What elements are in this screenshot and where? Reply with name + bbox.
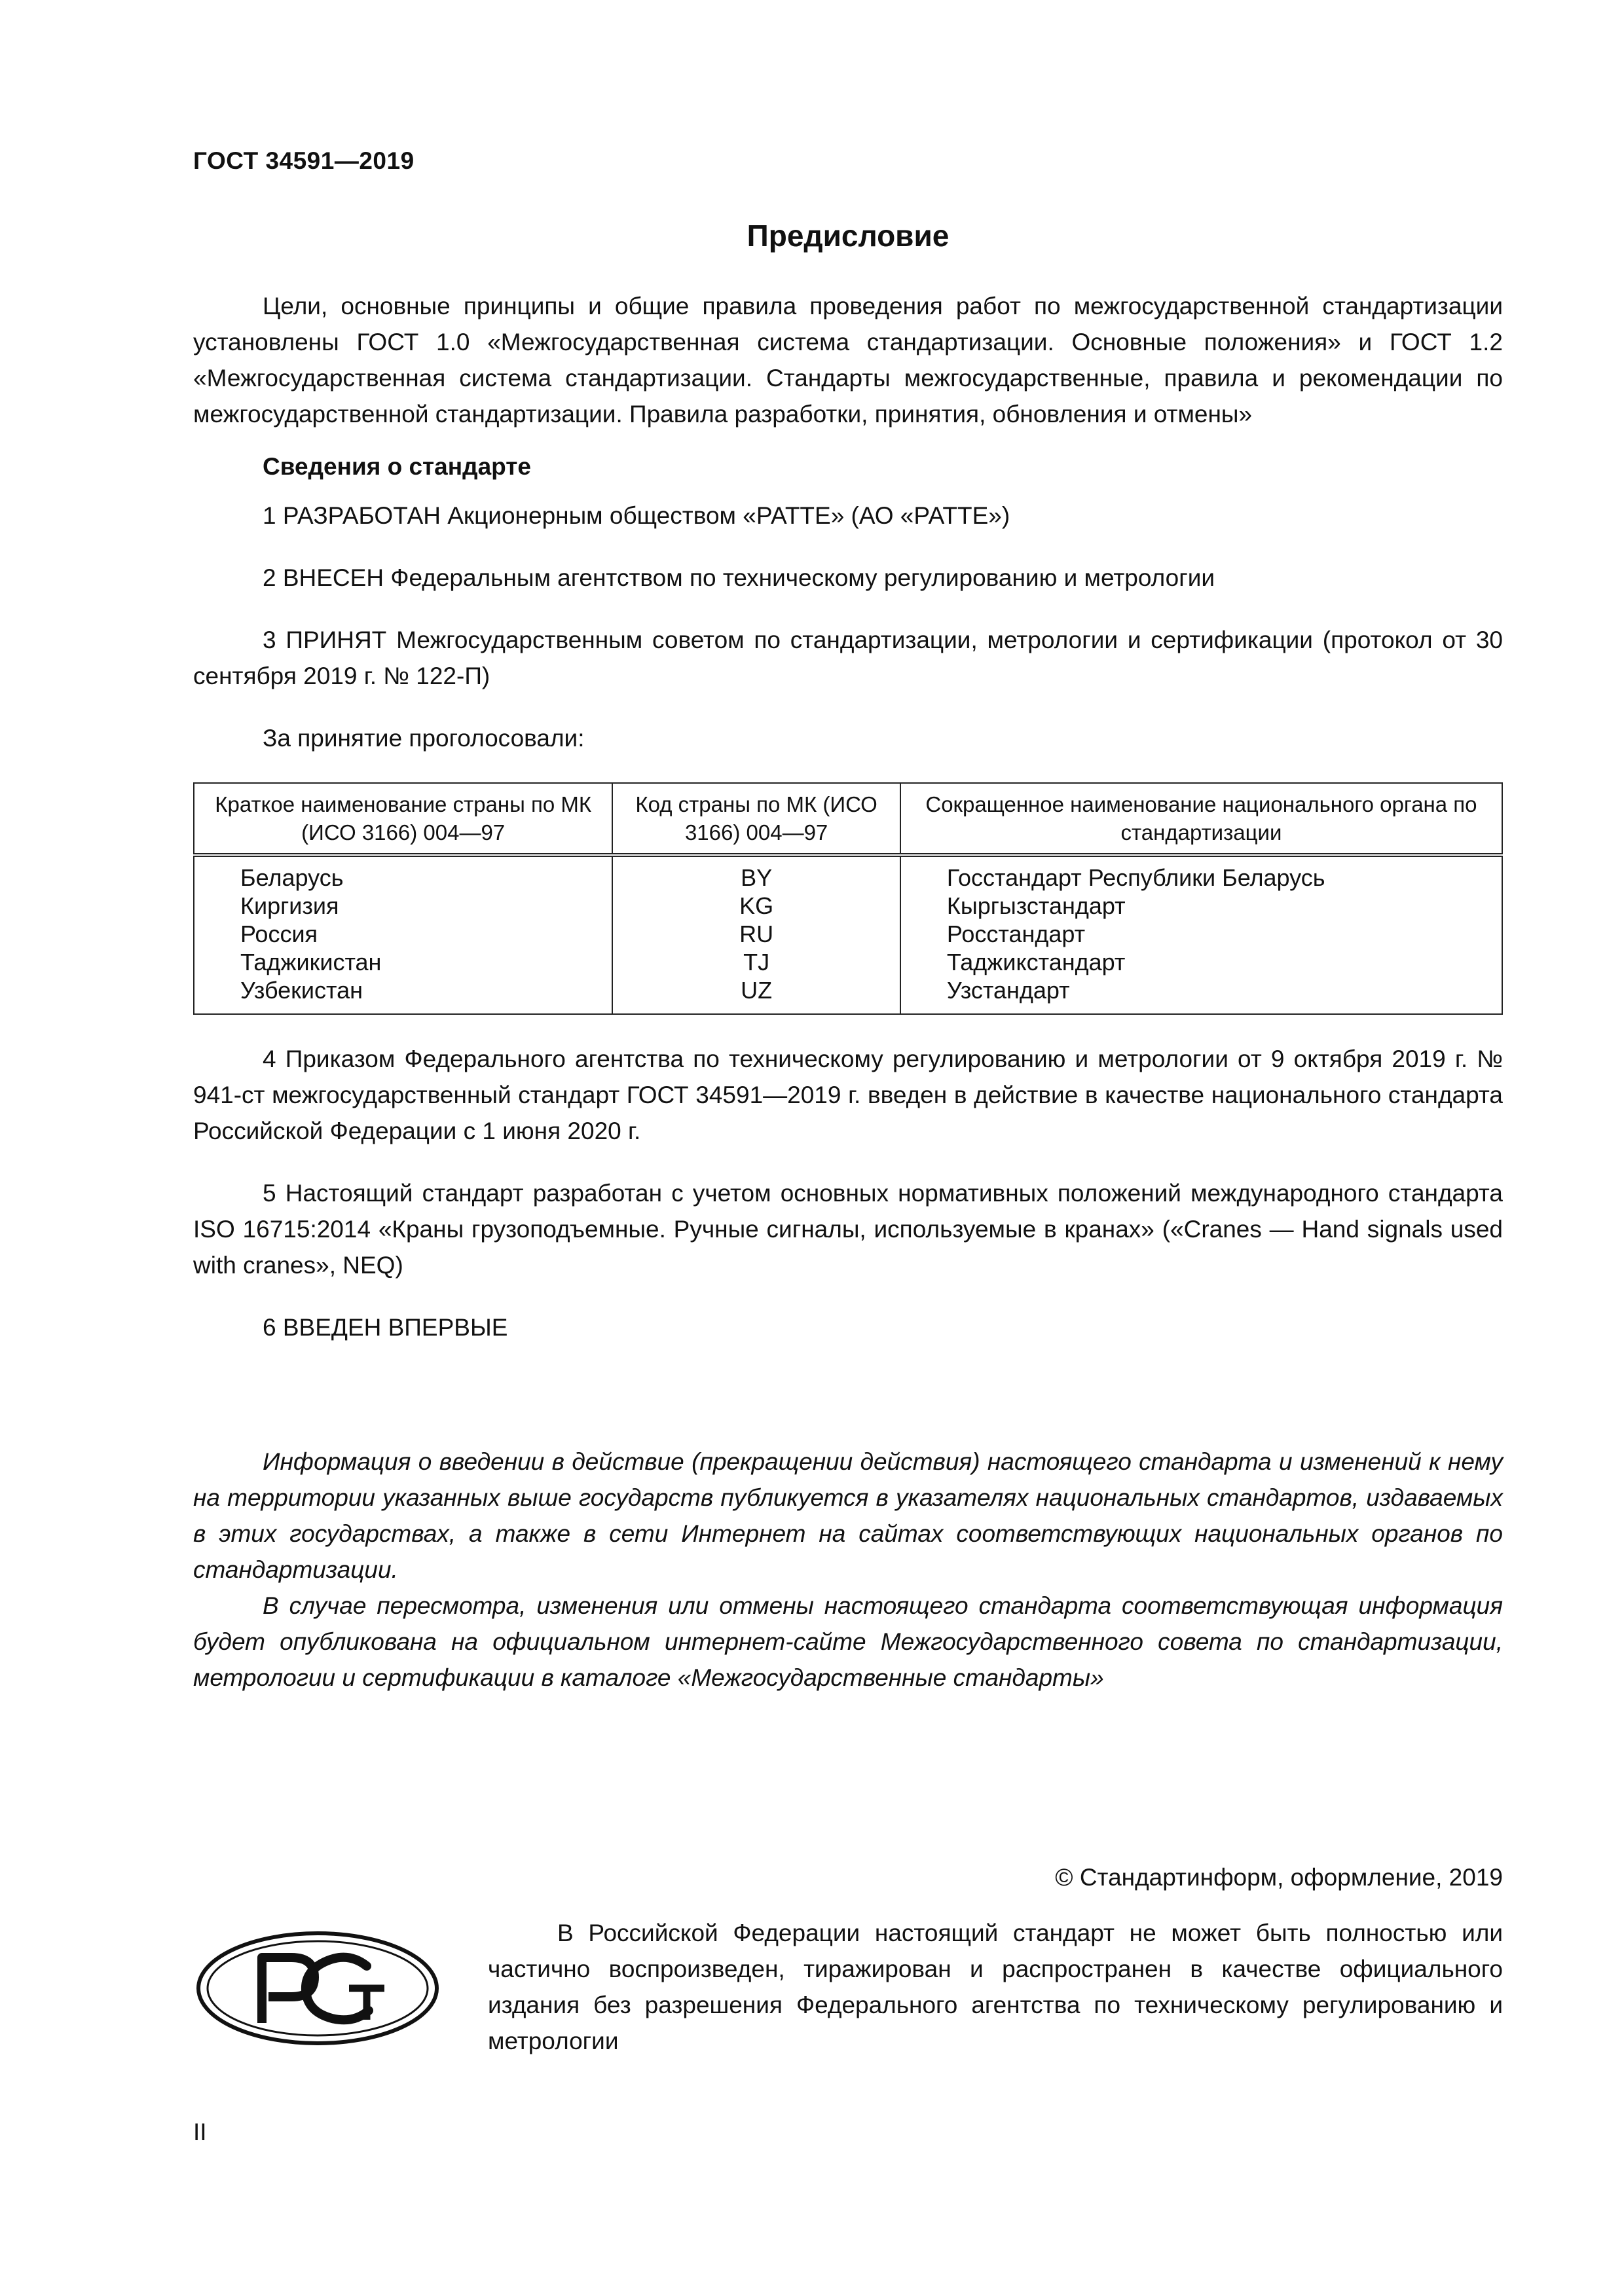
table-row	[194, 976, 1502, 1014]
page-number: II	[193, 2119, 207, 2145]
table-cell-code: UZ	[612, 976, 900, 1014]
item-4: 4 Приказом Федерального агентства по техническому регулированию и метрологии от 9 октября 2019 г. № 941-ст межгосударственный стандарт ГОСТ 34591—2019 г. введен в действие в качестве национального стандарта Российской Федерации с 1 июня 2020 г.	[193, 1046, 1503, 1144]
table-cell-code: BY	[612, 855, 900, 892]
table-cell-body: Таджикстандарт	[900, 948, 1502, 976]
table-header-body: Сокращенное наименование национального органа по стандартизации	[900, 783, 1502, 855]
table-cell-country: Таджикистан	[194, 948, 612, 976]
reproduction-notice-text: В Российской Федерации настоящий стандарт не может быть полностью или частично воспроизведен, тиражирован и распространен в качестве официального издания без разрешения Федерального агентства по техническому регулированию и метрологии	[488, 1920, 1503, 2054]
table-row	[194, 892, 1502, 920]
table-row	[194, 948, 1502, 976]
page-title: Предисловие	[747, 219, 950, 253]
table-header-country: Краткое наименование страны по МК (ИСО 3166) 004—97	[194, 783, 612, 855]
info-paragraph-1: Информация о введении в действие (прекращении действия) настоящего стандарта и изменений к нему на территории указанных выше государств публикуется в указателях национальных стандартов, издаваемых в этих государствах, а также в сети Интернет на сайтах соответствующих национальных органов по стандартизации.	[193, 1448, 1503, 1583]
table-cell-code: RU	[612, 920, 900, 948]
document-header: ГОСТ 34591—2019	[193, 147, 415, 174]
table-cell-code: TJ	[612, 948, 900, 976]
table-cell-body: Кыргызстандарт	[900, 892, 1502, 920]
table-cell-country: Россия	[194, 920, 612, 948]
table-header-code: Код страны по МК (ИСО 3166) 004—97	[612, 783, 900, 855]
table-cell-body: Госстандарт Республики Беларусь	[900, 855, 1502, 892]
info-paragraph-2: В случае пересмотра, изменения или отмены настоящего стандарта соответствующая информация будет опубликована на официальном интернет-сайте Межгосударственного совета по стандартизации, метрологии и сертификации в каталоге «Межгосударственные стандарты»	[193, 1592, 1503, 1691]
table-cell-body: Узстандарт	[900, 976, 1502, 1014]
table-header-row	[194, 783, 1502, 855]
item-3: 3 ПРИНЯТ Межгосударственным советом по стандартизации, метрологии и сертификации (протокол от 30 сентября 2019 г. № 122-П)	[193, 627, 1503, 689]
item-5: 5 Настоящий стандарт разработан с учетом основных нормативных положений международного стандарта ISO 16715:2014 «Краны грузоподъемные. Ручные сигналы, используемые в кранах» («Cranes — Hand signals used with cranes», NEQ)	[193, 1180, 1503, 1279]
table-cell-country: Узбекистан	[194, 976, 612, 1014]
section-subhead: Сведения о стандарте	[263, 453, 531, 480]
item-2: 2 ВНЕСЕН Федеральным агентством по техническому регулированию и метрологии	[263, 564, 1215, 591]
rst-certification-logo-icon	[193, 1928, 442, 2049]
copyright-line: © Стандартинформ, оформление, 2019	[1055, 1864, 1503, 1891]
table-cell-country: Киргизия	[194, 892, 612, 920]
content	[193, 216, 1503, 2066]
table-row	[194, 920, 1502, 948]
table-cell-code: KG	[612, 892, 900, 920]
reproduction-notice	[488, 1915, 1503, 2059]
table-cell-country: Беларусь	[194, 855, 612, 892]
item-6: 6 ВВЕДЕН ВПЕРВЫЕ	[263, 1314, 508, 1341]
voting-table	[193, 782, 1503, 1015]
table-row	[194, 855, 1502, 892]
intro-paragraph: Цели, основные принципы и общие правила проведения работ по межгосударственной стандартизации установлены ГОСТ 1.0 «Межгосударственная система стандартизации. Основные положения» и ГОСТ 1.2 «Межгосударственная система стандартизации. Стандарты межгосударственные, правила и рекомендации по межгосударственной стандартизации. Правила разработки, принятия, обновления и отмены»	[193, 293, 1503, 428]
voted-label: За принятие проголосовали:	[263, 725, 585, 752]
item-1: 1 РАЗРАБОТАН Акционерным обществом «РАТТЕ» (АО «РАТТЕ»)	[263, 502, 1010, 529]
info-block	[193, 1444, 1503, 1696]
table-cell-body: Росстандарт	[900, 920, 1502, 948]
notice-block	[193, 1915, 1503, 2066]
